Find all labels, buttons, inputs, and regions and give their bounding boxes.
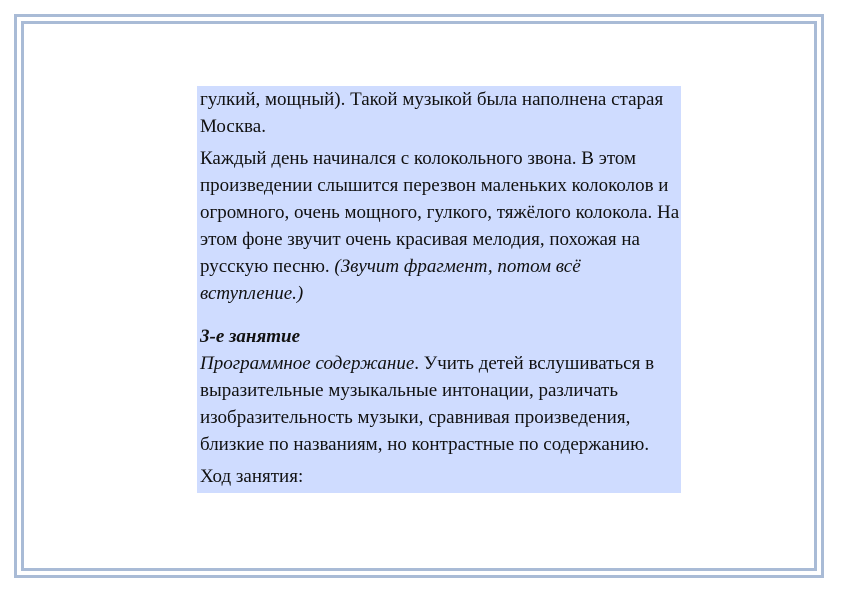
paragraph-lesson-course: Ход занятия: bbox=[200, 466, 304, 487]
paragraph-bells bbox=[200, 145, 681, 307]
paragraph-program bbox=[200, 350, 681, 458]
paragraph-program-text: . Учить детей вслушиваться в выразительные музыкальные интонации, различать изобразительность музыки, сравнивая произведения, близкие по названиям, но контрастные по содержанию. bbox=[200, 353, 655, 455]
paragraph-bells-text: Каждый день начинался с колокольного звона. В этом произведении слышится перезвон маленьких колоколов и огромного, очень мощного, гулкого, тяжёлого колокола. На этом фоне звучит очень красивая мелодия, похожая на русскую песню. bbox=[200, 148, 680, 277]
paragraph-intro: гулкий, мощный). Такой музыкой была наполнена старая Москва. bbox=[200, 89, 664, 137]
text-block bbox=[197, 86, 681, 493]
paragraph-bells-note: (Звучит фрагмент, потом всё вступление.) bbox=[200, 256, 581, 304]
lesson-heading: 3-е занятие bbox=[200, 326, 301, 347]
paragraph-program-label: Программное содержание bbox=[200, 353, 415, 374]
